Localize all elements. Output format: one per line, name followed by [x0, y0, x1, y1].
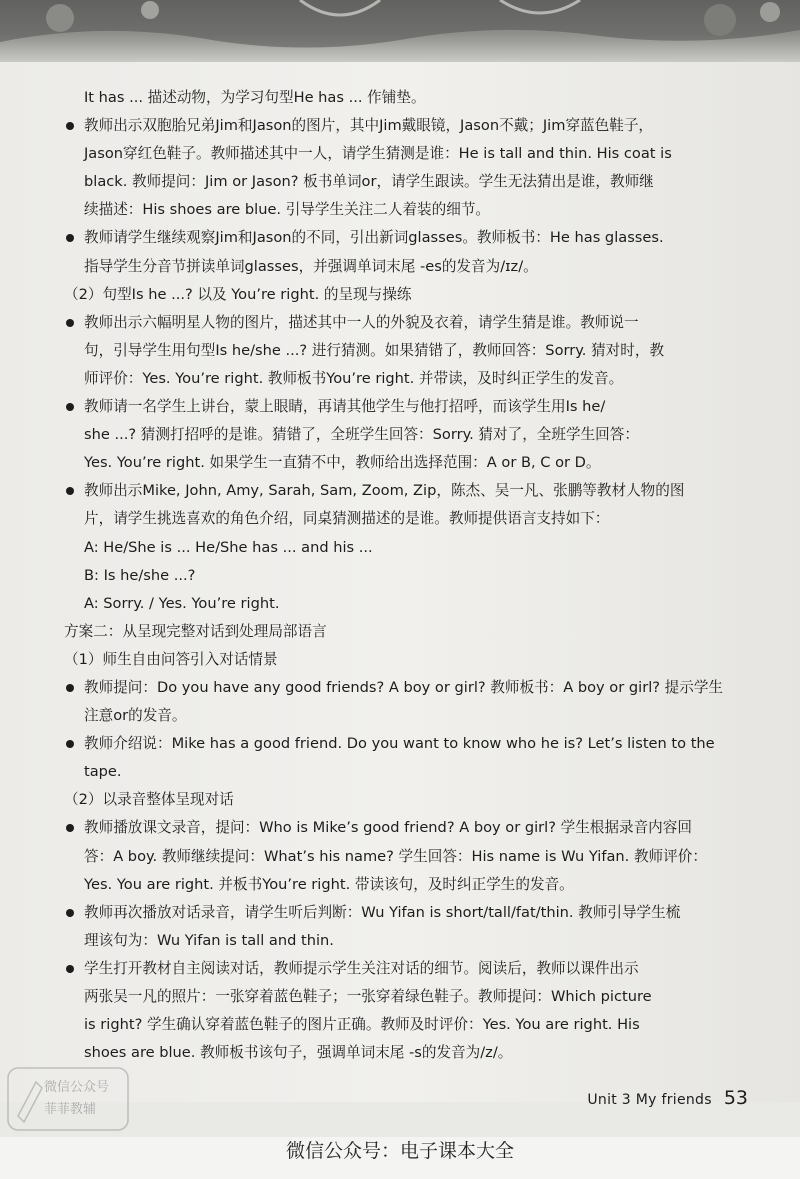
text-line: Yes. You are right. 并板书You’re right. 带读该句，及时纠正学生的发音。	[84, 875, 574, 893]
text-line: black. 教师提问：Jim or Jason? 板书单词or，请学生跟读。学生无法猜出是谁，教师继	[84, 173, 654, 191]
bullet-item	[64, 393, 754, 421]
text-line: 教师播放课文录音，提问：Who is Mike’s good friend? A boy or girl? 学生根据录音内容回	[84, 819, 692, 837]
page-footer	[587, 1087, 748, 1109]
page-number: 53	[723, 1087, 748, 1109]
text-line: is right? 学生确认穿着蓝色鞋子的图片正确。教师及时评价：Yes. You are right. His	[84, 1016, 640, 1034]
bullet-icon	[66, 319, 74, 327]
section-heading: （2）句型Is he ...? 以及 You’re right. 的呈现与操练	[64, 285, 412, 303]
bullet-item	[64, 814, 754, 842]
text-line: B: Is he/she ...?	[84, 566, 196, 584]
text-line: A: He/She is ... He/She has ... and his ...	[84, 538, 373, 556]
text-line: Jason穿红色鞋子。教师描述其中一人，请学生猜测是谁：He is tall and thin. His coat is	[84, 145, 672, 163]
text-line: she ...? 猜测打招呼的是谁。猜错了，全班学生回答：Sorry. 猜对了，全班学生回答：	[84, 426, 639, 444]
header-illustration	[0, 0, 800, 62]
decorative-header-image	[0, 0, 800, 62]
text-line: 答：A boy. 教师继续提问：What’s his name? 学生回答：His name is Wu Yifan. 教师评价：	[84, 847, 707, 865]
bullet-icon	[66, 487, 74, 495]
bullet-item	[64, 955, 754, 983]
watermark-badge	[6, 1066, 130, 1136]
bullet-item	[64, 112, 754, 140]
text-line: 教师出示双胞胎兄弟Jim和Jason的图片，其中Jim戴眼镜，Jason不戴；Jim穿蓝色鞋子，	[84, 117, 654, 135]
text-line: 教师请学生继续观察Jim和Jason的不同，引出新词glasses。教师板书：He has glasses.	[84, 229, 664, 247]
section-heading: （2）以录音整体呈现对话	[64, 791, 234, 809]
text-line: 指导学生分音节拼读单词glasses，并强调单词末尾 -es的发音为/ɪz/。	[84, 257, 538, 275]
section-heading: （1）师生自由问答引入对话情景	[64, 650, 278, 668]
text-line: It has ... 描述动物，为学习句型He has ... 作铺垫。	[84, 89, 426, 106]
text-line: 学生打开教材自主阅读对话，教师提示学生关注对话的细节。阅读后，教师以课件出示	[84, 959, 639, 977]
bullet-item	[64, 730, 754, 758]
bullet-icon	[66, 234, 74, 242]
text-line: 句，引导学生用句型Is he/she ...? 进行猜测。如果猜错了，教师回答：Sorry. 猜对时，教	[84, 341, 665, 359]
bullet-icon	[66, 965, 74, 973]
bullet-icon	[66, 909, 74, 917]
text-line: 理该句为：Wu Yifan is tall and thin.	[84, 931, 334, 949]
text-line: 续描述：His shoes are blue. 引导学生关注二人着装的细节。	[84, 201, 491, 219]
bullet-icon	[66, 824, 74, 832]
watermark-badge-line2: 菲菲教辅	[44, 1102, 97, 1117]
text-line: 教师请一名学生上讲台，蒙上眼睛，再请其他学生与他打招呼，而该学生用Is he/	[84, 398, 606, 416]
text-line: 教师再次播放对话录音，请学生听后判断：Wu Yifan is short/tall/fat/thin. 教师引导学生梳	[84, 903, 681, 921]
section-heading: 方案二：从呈现完整对话到处理局部语言	[64, 622, 327, 640]
text-line: Yes. You’re right. 如果学生一直猜不中，教师给出选择范围：A or B, C or D。	[84, 454, 601, 472]
text-line: shoes are blue. 教师板书该句子，强调单词末尾 -s的发音为/z/。	[84, 1044, 513, 1062]
text-line: 两张吴一凡的照片：一张穿着蓝色鞋子；一张穿着绿色鞋子。教师提问：Which picture	[84, 988, 652, 1005]
text-line: tape.	[84, 763, 122, 781]
bullet-item	[64, 899, 754, 927]
bullet-icon	[66, 684, 74, 692]
bullet-item	[64, 477, 754, 505]
bullet-item	[64, 674, 754, 702]
text-line: A: Sorry. / Yes. You’re right.	[84, 594, 280, 612]
text-line: 片，请学生挑选喜欢的角色介绍，同桌猜测描述的是谁。教师提供语言支持如下：	[84, 510, 610, 528]
text-line: 师评价：Yes. You’re right. 教师板书You’re right. 并带读，及时纠正学生的发音。	[84, 369, 624, 387]
bullet-icon	[66, 403, 74, 411]
footer-unit-title: Unit 3 My friends	[587, 1092, 712, 1108]
bullet-item	[64, 309, 754, 337]
bullet-icon	[66, 122, 74, 130]
text-line: 教师出示Mike, John, Amy, Sarah, Sam, Zoom, Zip，陈杰、吴一凡、张鹏等教材人物的图	[84, 482, 685, 500]
document-body	[64, 84, 754, 1067]
watermark-caption: 微信公众号：电子课本大全	[0, 1137, 800, 1179]
text-line: 教师介绍说：Mike has a good friend. Do you want to know who he is? Let’s listen to the	[84, 735, 715, 753]
text-line: 教师提问：Do you have any good friends? A boy or girl? 教师板书：A boy or girl? 提示学生	[84, 678, 724, 696]
text-line: 教师出示六幅明星人物的图片，描述其中一人的外貌及衣着，请学生猜是谁。教师说一	[84, 313, 639, 331]
bullet-icon	[66, 740, 74, 748]
watermark-badge-line1: 微信公众号	[44, 1080, 110, 1095]
bullet-item	[64, 224, 754, 252]
text-line: 注意or的发音。	[84, 707, 187, 725]
